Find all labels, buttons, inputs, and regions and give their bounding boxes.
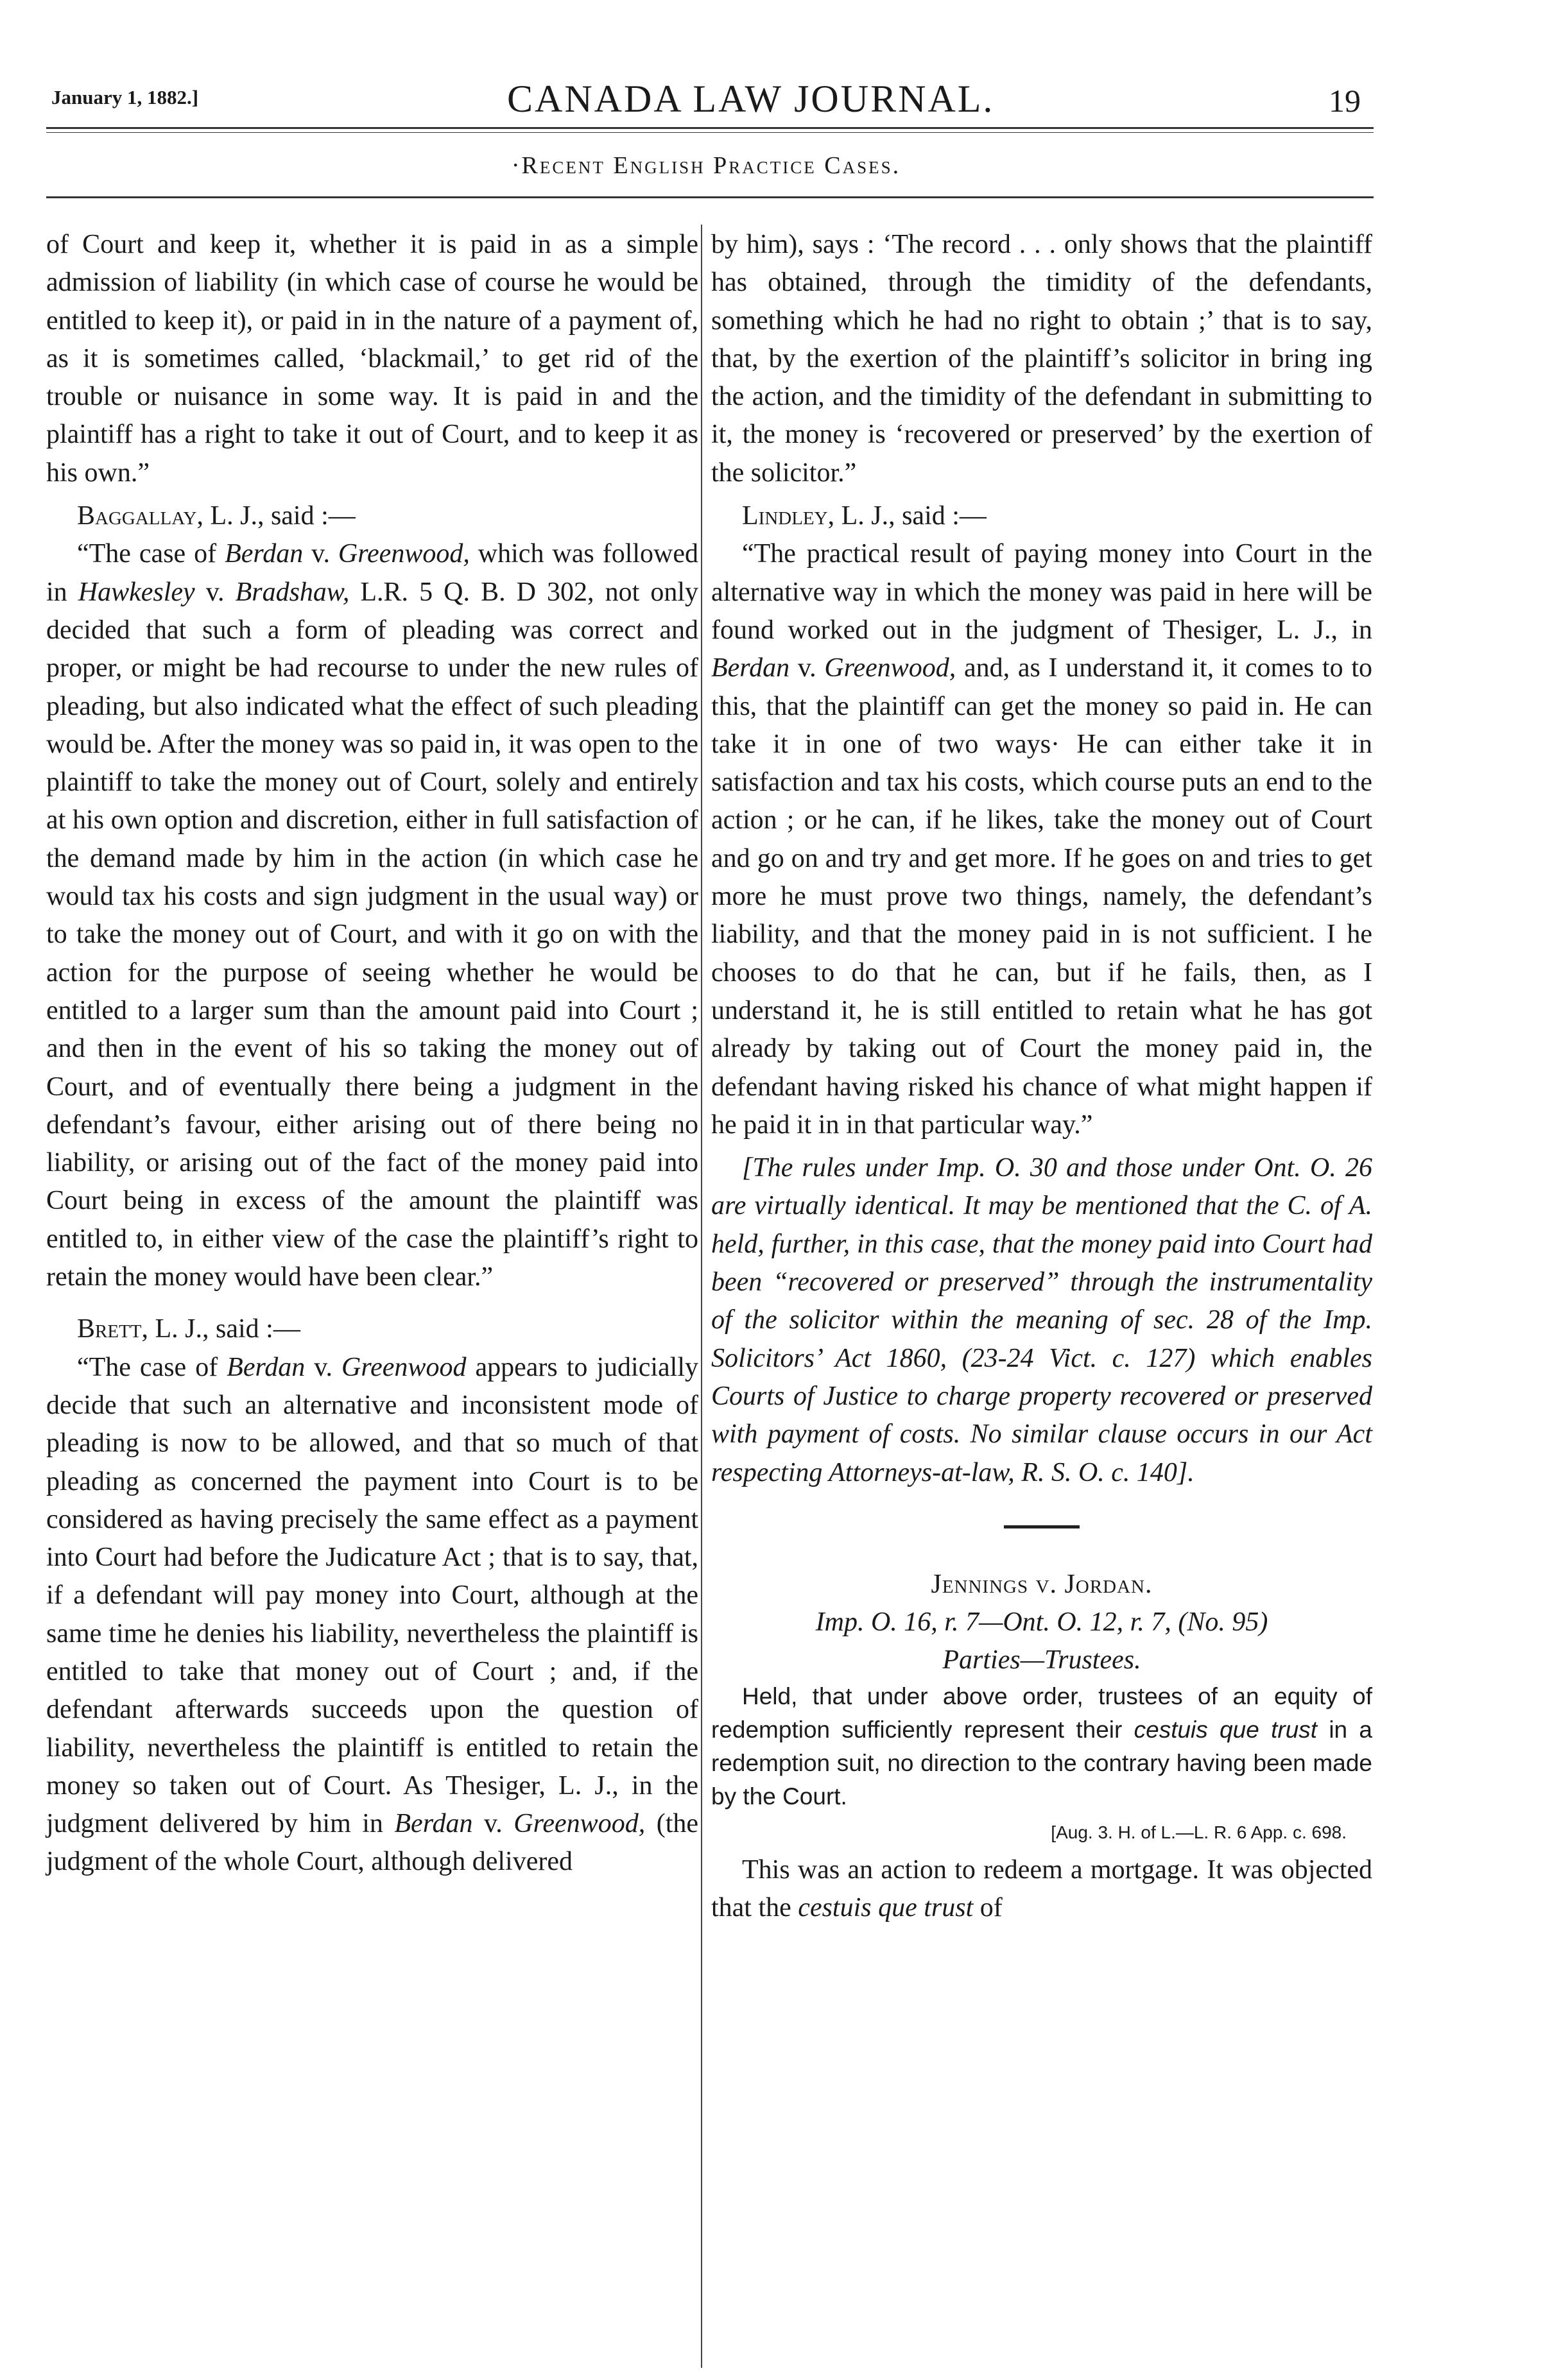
versus: v. [472, 1809, 514, 1839]
final-text: This was an action to redeem a mortgage. It was objected that the [711, 1854, 1372, 1923]
page-number: 19 [1329, 83, 1361, 119]
lindley-said: said :— [895, 501, 987, 531]
baggallay-heading [46, 497, 698, 535]
header-rule-top [46, 127, 1374, 129]
latin-term: cestuis que trust [1134, 1716, 1318, 1743]
case-name-berdan: Berdan [225, 539, 304, 569]
headnote-text: in a redemption suit, no direction to the contrary having been made by the Court. [711, 1716, 1372, 1810]
subtitle-rule [46, 196, 1374, 198]
column-divider [701, 225, 702, 2368]
case-name-greenwood: Greenwood, [338, 539, 470, 569]
brett-heading [46, 1310, 698, 1348]
left-column [46, 226, 698, 1881]
page-header [51, 78, 1374, 121]
case-subject: Parties—Trustees. [942, 1645, 1141, 1675]
case-name-hawkesley: Hawkesley [78, 577, 195, 607]
lindley-heading [711, 497, 1372, 535]
brett-quote [46, 1349, 698, 1881]
lindley-quote-text: “The practical result of paying money into Court in the alternative way in which the money was paid in here will be found worked out in the judgment of Thesiger, L. J., in [711, 539, 1372, 645]
case-name-greenwood: Greenwood, [513, 1809, 646, 1839]
left-paragraph-1: of Court and keep it, whether it is paid in as a simple admission of liability (in which case of course he would be entitled to keep it), or paid in in the nature of a payment of, as it is sometimes called, ‘blackmail,’ to get rid of the trouble or nuisance in some way. It is paid in and the plaintiff has a right to take it out of Court, and to keep it as his own.” [46, 230, 698, 488]
case-name-berdan: Berdan [394, 1809, 473, 1839]
lindley-quote-text: and, as I understand it, it comes to to this, that the plaintiff can get the money so paid in. He can take it in one of two ways· He can either take it in satisfaction and tax his costs, which course puts an end to the action ; or he can, if he likes, take the money out of Court and go on and try and get more. If he goes on and tries to get more he must prove two things, namely, the defendant’s liability, and that the money paid in is not sufficient. I he chooses to do that he can, but if he fails, then, as I understand it, he is still entitled to retain what he has got already by taking out of Court the money paid in, the defendant having risked his chance of what might happen if he paid it in in that particular way.” [711, 653, 1372, 1140]
case-name-berdan: Berdan [711, 653, 790, 683]
case-name-greenwood: Greenwood, [824, 653, 956, 683]
baggallay-said: said :— [264, 501, 356, 531]
speaker-baggallay: Baggallay, L. J., [77, 501, 264, 531]
speaker-lindley: Lindley, L. J., [742, 501, 895, 531]
brett-quote-text: (the judgment of the whole Court, although delivered [46, 1809, 698, 1877]
baggallay-quote-text: which was followed in [46, 539, 698, 607]
versus: v. [303, 539, 338, 569]
latin-term: cestuis que trust [798, 1893, 974, 1923]
journal-title: CANADA LAW JOURNAL. [507, 78, 995, 120]
versus: v. [305, 1352, 342, 1382]
header-rule-bottom [46, 132, 1374, 133]
header-date: January 1, 1882.] [51, 86, 199, 108]
editorial-note: [The rules under Imp. O. 30 and those under Ont. O. 26 are virtually identical. It may be mentioned that the C. of A. held, further, in this case, that the money paid into Court had been “recovered or preserved” through the instrumentality of the solicitor within the meaning of sec. 28 of the Imp. Solicitors’ Act 1860, (23-24 Vict. c. 127) which enables Courts of Justice to charge property recovered or preserved with payment of costs. No similar clause occurs in our Act respecting Attorneys-at-law, R. S. O. c. 140]. [711, 1153, 1372, 1487]
versus: v. [194, 577, 236, 607]
lindley-quote [711, 535, 1372, 1144]
right-column [711, 226, 1372, 1928]
final-text: of [973, 1893, 1003, 1923]
headnote-text: Held, that under above order, trustees of an equity of redemption sufficiently represent their [711, 1682, 1372, 1743]
speaker-brett: Brett, L. J., [77, 1314, 209, 1344]
case-rule-reference: Imp. O. 16, r. 7—Ont. O. 12, r. 7, (No. 95) [815, 1607, 1268, 1638]
case-name-bradshaw: Bradshaw, [235, 577, 350, 607]
brett-quote-text: “The case of [77, 1352, 227, 1382]
baggallay-quote-text: “The case of [77, 539, 225, 569]
right-paragraph-1: by him), says : ‘The record . . . only shows that the plaintiff has obtained, through the timidity of the defendants, something which he had no right to obtain ;’ that is to say, that, by the exertion of the plaintiff’s solicitor in bring ing the action, and the timidity of the defendant in submitting to it, the money is ‘recovered or preserved’ by the exertion of the solicitor.” [711, 230, 1372, 488]
case-separator-rule [1004, 1525, 1080, 1528]
case-headnote [711, 1680, 1372, 1813]
brett-said: said :— [209, 1314, 300, 1344]
section-subtitle [449, 151, 963, 180]
versus: v. [789, 653, 825, 683]
final-paragraph [711, 1851, 1372, 1928]
section-subtitle-text: ·Recent English Practice Cases. [511, 152, 901, 179]
case-citation: [Aug. 3. H. of L.—L. R. 6 App. c. 698. [1051, 1822, 1347, 1842]
case-name-greenwood: Greenwood [341, 1352, 467, 1382]
brett-quote-text: appears to judicially decide that such an alternative and inconsistent mode of pleading is now to be allowed, and that so much of that pleading as concerned the payment into Court is to be considered as having precisely the same effect as a payment into Court had before the Judicature Act ; that is to say, that, if a defendant will pay money into Court, although at the same time he denies his liability, nevertheless the plaintiff is entitled to take that money out of Court ; and, if the defendant afterwards succeeds upon the question of liability, nevertheless the plaintiff is entitled to retain the money so taken out of Court. As Thesiger, L. J., in the judgment delivered by him in [46, 1352, 698, 1839]
baggallay-quote [46, 535, 698, 1296]
case-title: Jennings v. Jordan. [931, 1569, 1153, 1599]
baggallay-quote-text: L.R. 5 Q. B. D 302, not only decided that such a form of pleading was correct and proper, or might be had recourse to under the new rules of pleading, but also indicated what the effect of such pleading would be. After the money was so paid in, it was open to the plaintiff to take the money out of Court, solely and entirely at his own option and discretion, either in full satisfaction of the demand made by him in the action (in which case he would tax his costs and sign judgment in the usual way) or to take the money out of Court, and with it go on with the action for the purpose of seeing whether he would be entitled to a larger sum than the amount paid into Court ; and then in the event of his so taking the money out of Court, and of eventually there being a judgment in the defendant’s favour, either arising out of there being no liability, or arising out of the fact of the money paid into Court being in excess of the amount the plaintiff was entitled to, in either view of the case the plaintiff’s right to retain the money would have been clear.” [46, 577, 698, 1292]
case-name-berdan: Berdan [227, 1352, 306, 1382]
